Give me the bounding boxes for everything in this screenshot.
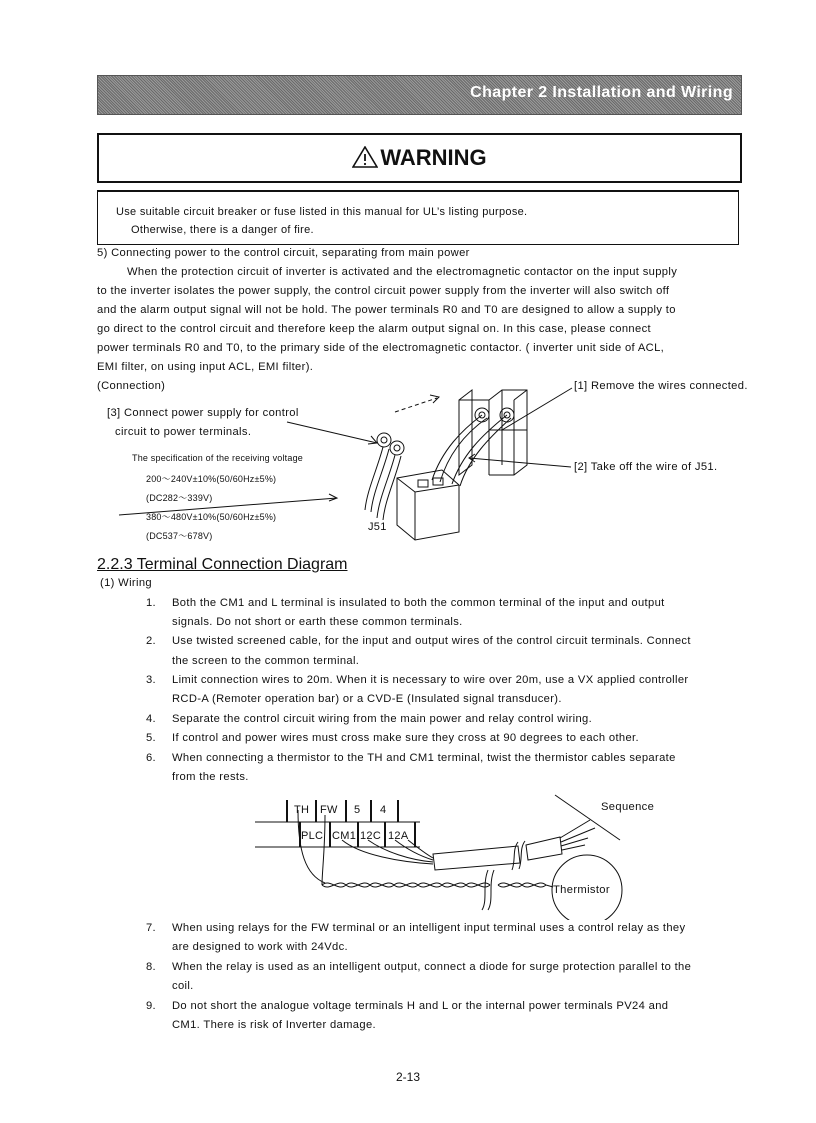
section5-heading: 5) Connecting power to the control circuit, separating from main power	[97, 247, 470, 259]
section5-para-line: When the protection circuit of inverter is activated and the electromagnetic contactor on the input supply	[127, 266, 678, 278]
list-item-number: 7.	[145, 922, 156, 934]
chapter-title: Chapter 2 Installation and Wiring	[470, 84, 733, 101]
list-item-line: Use twisted screened cable, for the input and output wires of the control circuit terminals. Connect	[172, 635, 691, 647]
list-item-line: CM1. There is risk of Inverter damage.	[172, 1019, 376, 1031]
terminal-12c: 12C	[360, 830, 382, 842]
list-item-line: Limit connection wires to 20m. When it is necessary to wire over 20m, use a VX applied controller	[172, 674, 689, 686]
list-item-line: Both the CM1 and L terminal is insulated to both the common terminal of the input and output	[172, 597, 665, 609]
section5-para-line: power terminals R0 and T0, to the primary side of the electromagnetic contactor. ( inverter unit side of ACL,	[97, 342, 665, 354]
section5-para-line: EMI filter, on using input ACL, EMI filter).	[97, 361, 314, 373]
section5-para-line: to the inverter isolates the power supply, the control circuit power supply from the inverter will also switch off	[97, 285, 670, 297]
list-item-line: Separate the control circuit wiring from the main power and relay control wiring.	[172, 713, 593, 725]
list-item-line: When connecting a thermistor to the TH and CM1 terminal, twist the thermistor cables separate	[172, 752, 676, 764]
list-item-line: are designed to work with 24Vdc.	[172, 941, 348, 953]
list-item-number: 6.	[145, 752, 156, 764]
warning-notice	[97, 190, 739, 245]
list-item-number: 8.	[145, 961, 156, 973]
warning-triangle-icon	[352, 146, 378, 168]
list-item-line: Do not short the analogue voltage terminals H and L or the internal power terminals PV24 and	[172, 1000, 669, 1012]
terminal-plc: PLC	[301, 830, 324, 842]
list-item-line: When using relays for the FW terminal or an intelligent input terminal uses a control relay as they	[172, 922, 686, 934]
callout-remove-wires: [1] Remove the wires connected.	[574, 380, 748, 392]
list-item-line: If control and power wires must cross make sure they cross at 90 degrees to each other.	[172, 732, 639, 744]
list-item-number: 9.	[145, 1000, 156, 1012]
list-item-line: When the relay is used as an intelligent output, connect a diode for surge protection parallel to the	[172, 961, 692, 973]
warning-box	[97, 133, 742, 183]
page-number: 2-13	[395, 1070, 421, 1084]
list-item-line: coil.	[172, 980, 194, 992]
warning-title: WARNING	[380, 145, 487, 170]
chapter-header-bar	[97, 75, 742, 115]
thermistor-label: Thermistor	[553, 884, 610, 896]
warning-heading	[99, 145, 740, 171]
spec-dc282: (DC282～339V)	[146, 493, 213, 503]
callout-connect-power: [3] Connect power supply for control	[107, 407, 299, 419]
list-item-number: 2.	[145, 635, 156, 647]
section-title: 2.2.3 Terminal Connection Diagram	[97, 556, 348, 573]
terminal-cm1: CM1	[332, 830, 357, 842]
list-item-line: from the rests.	[172, 771, 249, 783]
terminal-th: TH	[294, 804, 310, 816]
section5-para-line: and the alarm output signal will not be hold. The power terminals R0 and T0 are designed to allow a supply to	[97, 304, 676, 316]
connection-label: (Connection)	[97, 380, 166, 392]
warning-line-2: Otherwise, there is a danger of fire.	[131, 224, 314, 236]
spec-380v: 380～480V±10%(50/60Hz±5%)	[146, 512, 277, 522]
wiring-label: (1) Wiring	[100, 577, 152, 589]
list-item-line: signals. Do not short or earth these common terminals.	[172, 616, 463, 628]
spec-dc537: (DC537～678V)	[146, 531, 213, 541]
list-item-number: 4.	[145, 713, 156, 725]
warning-line-1: Use suitable circuit breaker or fuse listed in this manual for UL’s listing purpose.	[116, 206, 528, 218]
thermistor-wiring-figure	[250, 790, 650, 920]
list-item-line: the screen to the common terminal.	[172, 655, 360, 667]
terminal-4: 4	[380, 804, 387, 816]
list-item-number: 5.	[145, 732, 156, 744]
callout-connect-power-2: circuit to power terminals.	[115, 426, 252, 438]
terminal-5: 5	[354, 804, 361, 816]
list-item-number: 1.	[145, 597, 156, 609]
j51-label: J51	[368, 521, 387, 533]
spec-200v: 200～240V±10%(50/60Hz±5%)	[146, 474, 277, 484]
terminal-12a: 12A	[388, 830, 409, 842]
spec-title: The specification of the receiving voltage	[132, 453, 303, 463]
sequence-label: Sequence	[601, 801, 655, 813]
list-item-line: RCD-A (Remoter operation bar) or a CVD-E (Insulated signal transducer).	[172, 693, 562, 705]
terminal-fw: FW	[320, 804, 338, 816]
callout-take-off-j51: [2] Take off the wire of J51.	[574, 461, 718, 473]
section5-para-line: go direct to the control circuit and therefore keep the alarm output signal on. In this case, please connect	[97, 323, 651, 335]
list-item-number: 3.	[145, 674, 156, 686]
